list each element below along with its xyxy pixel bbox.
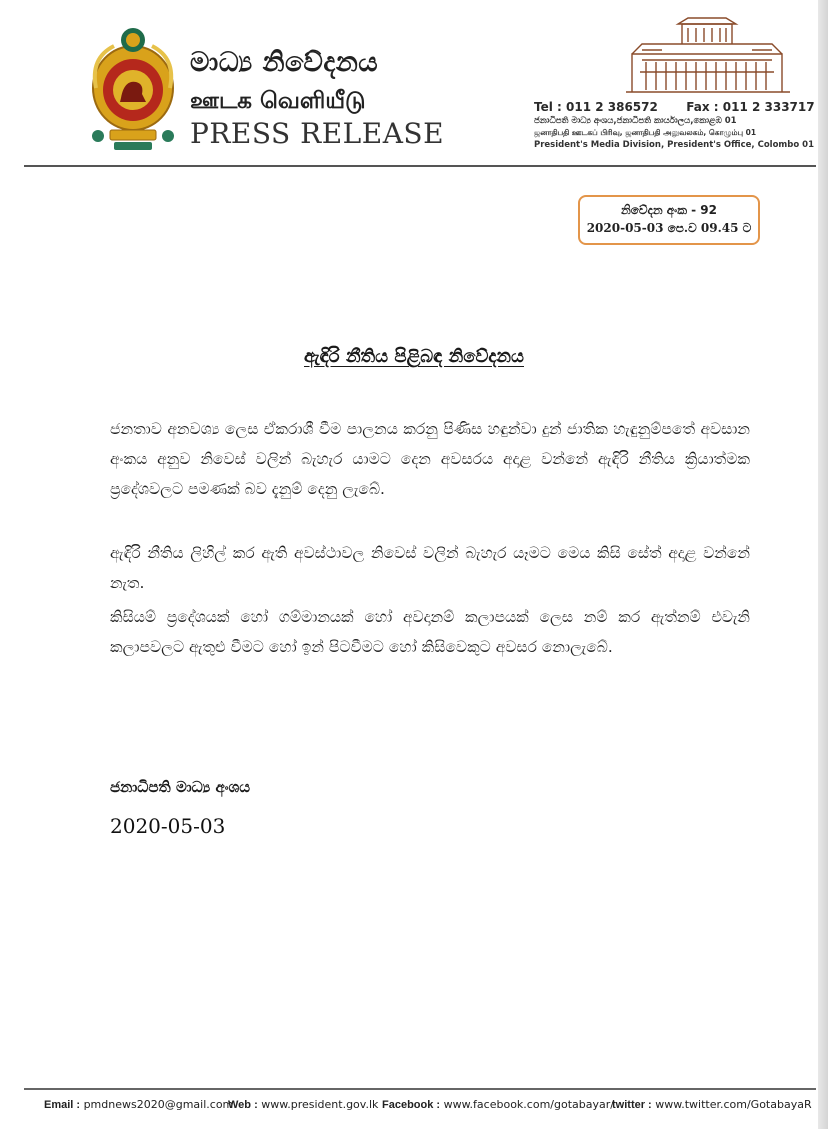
address-tamil: ஜனாதிபதி ஊடகப் பிரிவு, ஜனாதிபதி அலுவலகம், கொழும்பு 01	[534, 128, 757, 137]
reference-datetime: 2020-05-03 පෙ.ව 09.45 ට	[586, 221, 752, 235]
header-title-sinhala: මාධ්‍ය නිවේදනය	[190, 47, 379, 78]
page-edge-shadow	[818, 0, 828, 1129]
document-title-text: ඇඳිරි නීතිය පිළිබඳ නිවේදනය	[304, 346, 524, 367]
tel-label: Tel	[534, 100, 553, 114]
body-paragraph-1: ජනතාව අනවශ්‍ය ලෙස ඒකරාශී වීම පාලනය කරනු පිණිස හඳුන්වා දුන් ජාතික හැඳුනුම්පතේ අවසාන අංකය අනුව නිවෙස් වලින් බැහැර යාමට දෙන අවසරය අදාළ වන්නේ ඇඳිරි නීතිය ක්‍රියාත්මක ප්‍රදේශවලට පමණක් බව දැනුම් දෙනු ලැබේ.	[110, 420, 750, 498]
body-paragraph-2: ඇඳිරි නීතිය ලිහිල් කර ඇති අවස්ථාවල නිවෙස් වලින් බැහැර යෑමට මෙය කිසි සේත් අදාළ වන්නේ නැත.	[110, 544, 750, 592]
signature: ජනාධිපති මාධ්‍ය අංශය	[110, 778, 251, 796]
fax-value: : 011 2 333717	[713, 100, 815, 114]
facebook-value[interactable]: www.facebook.com/gotabayar/	[443, 1098, 614, 1111]
header-title-english: PRESS RELEASE	[190, 117, 445, 150]
fax-label: Fax	[686, 100, 710, 114]
header-divider	[24, 165, 816, 167]
footer-web	[228, 1098, 378, 1111]
tel-value: : 011 2 386572	[557, 100, 658, 114]
footer-divider	[24, 1088, 816, 1090]
document-title	[0, 346, 828, 367]
twitter-label: twitter :	[612, 1099, 652, 1111]
reference-box	[578, 195, 760, 245]
reference-number: නිවේදන අංක - 92	[620, 203, 717, 217]
presidential-secretariat-building-icon	[622, 14, 794, 96]
footer-twitter	[612, 1098, 812, 1111]
signature-date: 2020-05-03	[110, 814, 226, 838]
twitter-value[interactable]: www.twitter.com/GotabayaR	[655, 1098, 812, 1111]
address-sinhala: ජනාධිපති මාධ්‍ය අංශය,ජනාධිපති කාර්යාලය,කොළඹ 01	[534, 116, 737, 126]
contact-phone-fax	[534, 100, 814, 114]
email-label: Email :	[44, 1099, 81, 1111]
header-title-tamil: ஊடக வெளியீடு	[190, 88, 366, 114]
web-label: Web :	[228, 1099, 258, 1111]
body-paragraph-3: කිසියම් ප්‍රදේශයක් හෝ ගම්මානයක් හෝ අවදානම් කලාපයක් ලෙස නම් කර ඇත්නම් එවැනි කලාපවලට ඇතුළු වීමට හෝ ඉන් පිටවීමට හෝ කිසිවෙකුට අවසර නොලැබේ.	[110, 608, 750, 656]
facebook-label: Facebook :	[382, 1099, 441, 1111]
sri-lanka-emblem-icon	[84, 18, 182, 154]
contact-block	[534, 100, 814, 150]
footer-email	[44, 1098, 233, 1111]
address-english: President's Media Division, President's Office, Colombo 01	[534, 140, 814, 150]
footer-facebook	[382, 1098, 614, 1111]
email-value[interactable]: pmdnews2020@gmail.com	[83, 1098, 234, 1111]
web-value[interactable]: www.president.gov.lk	[261, 1098, 379, 1111]
